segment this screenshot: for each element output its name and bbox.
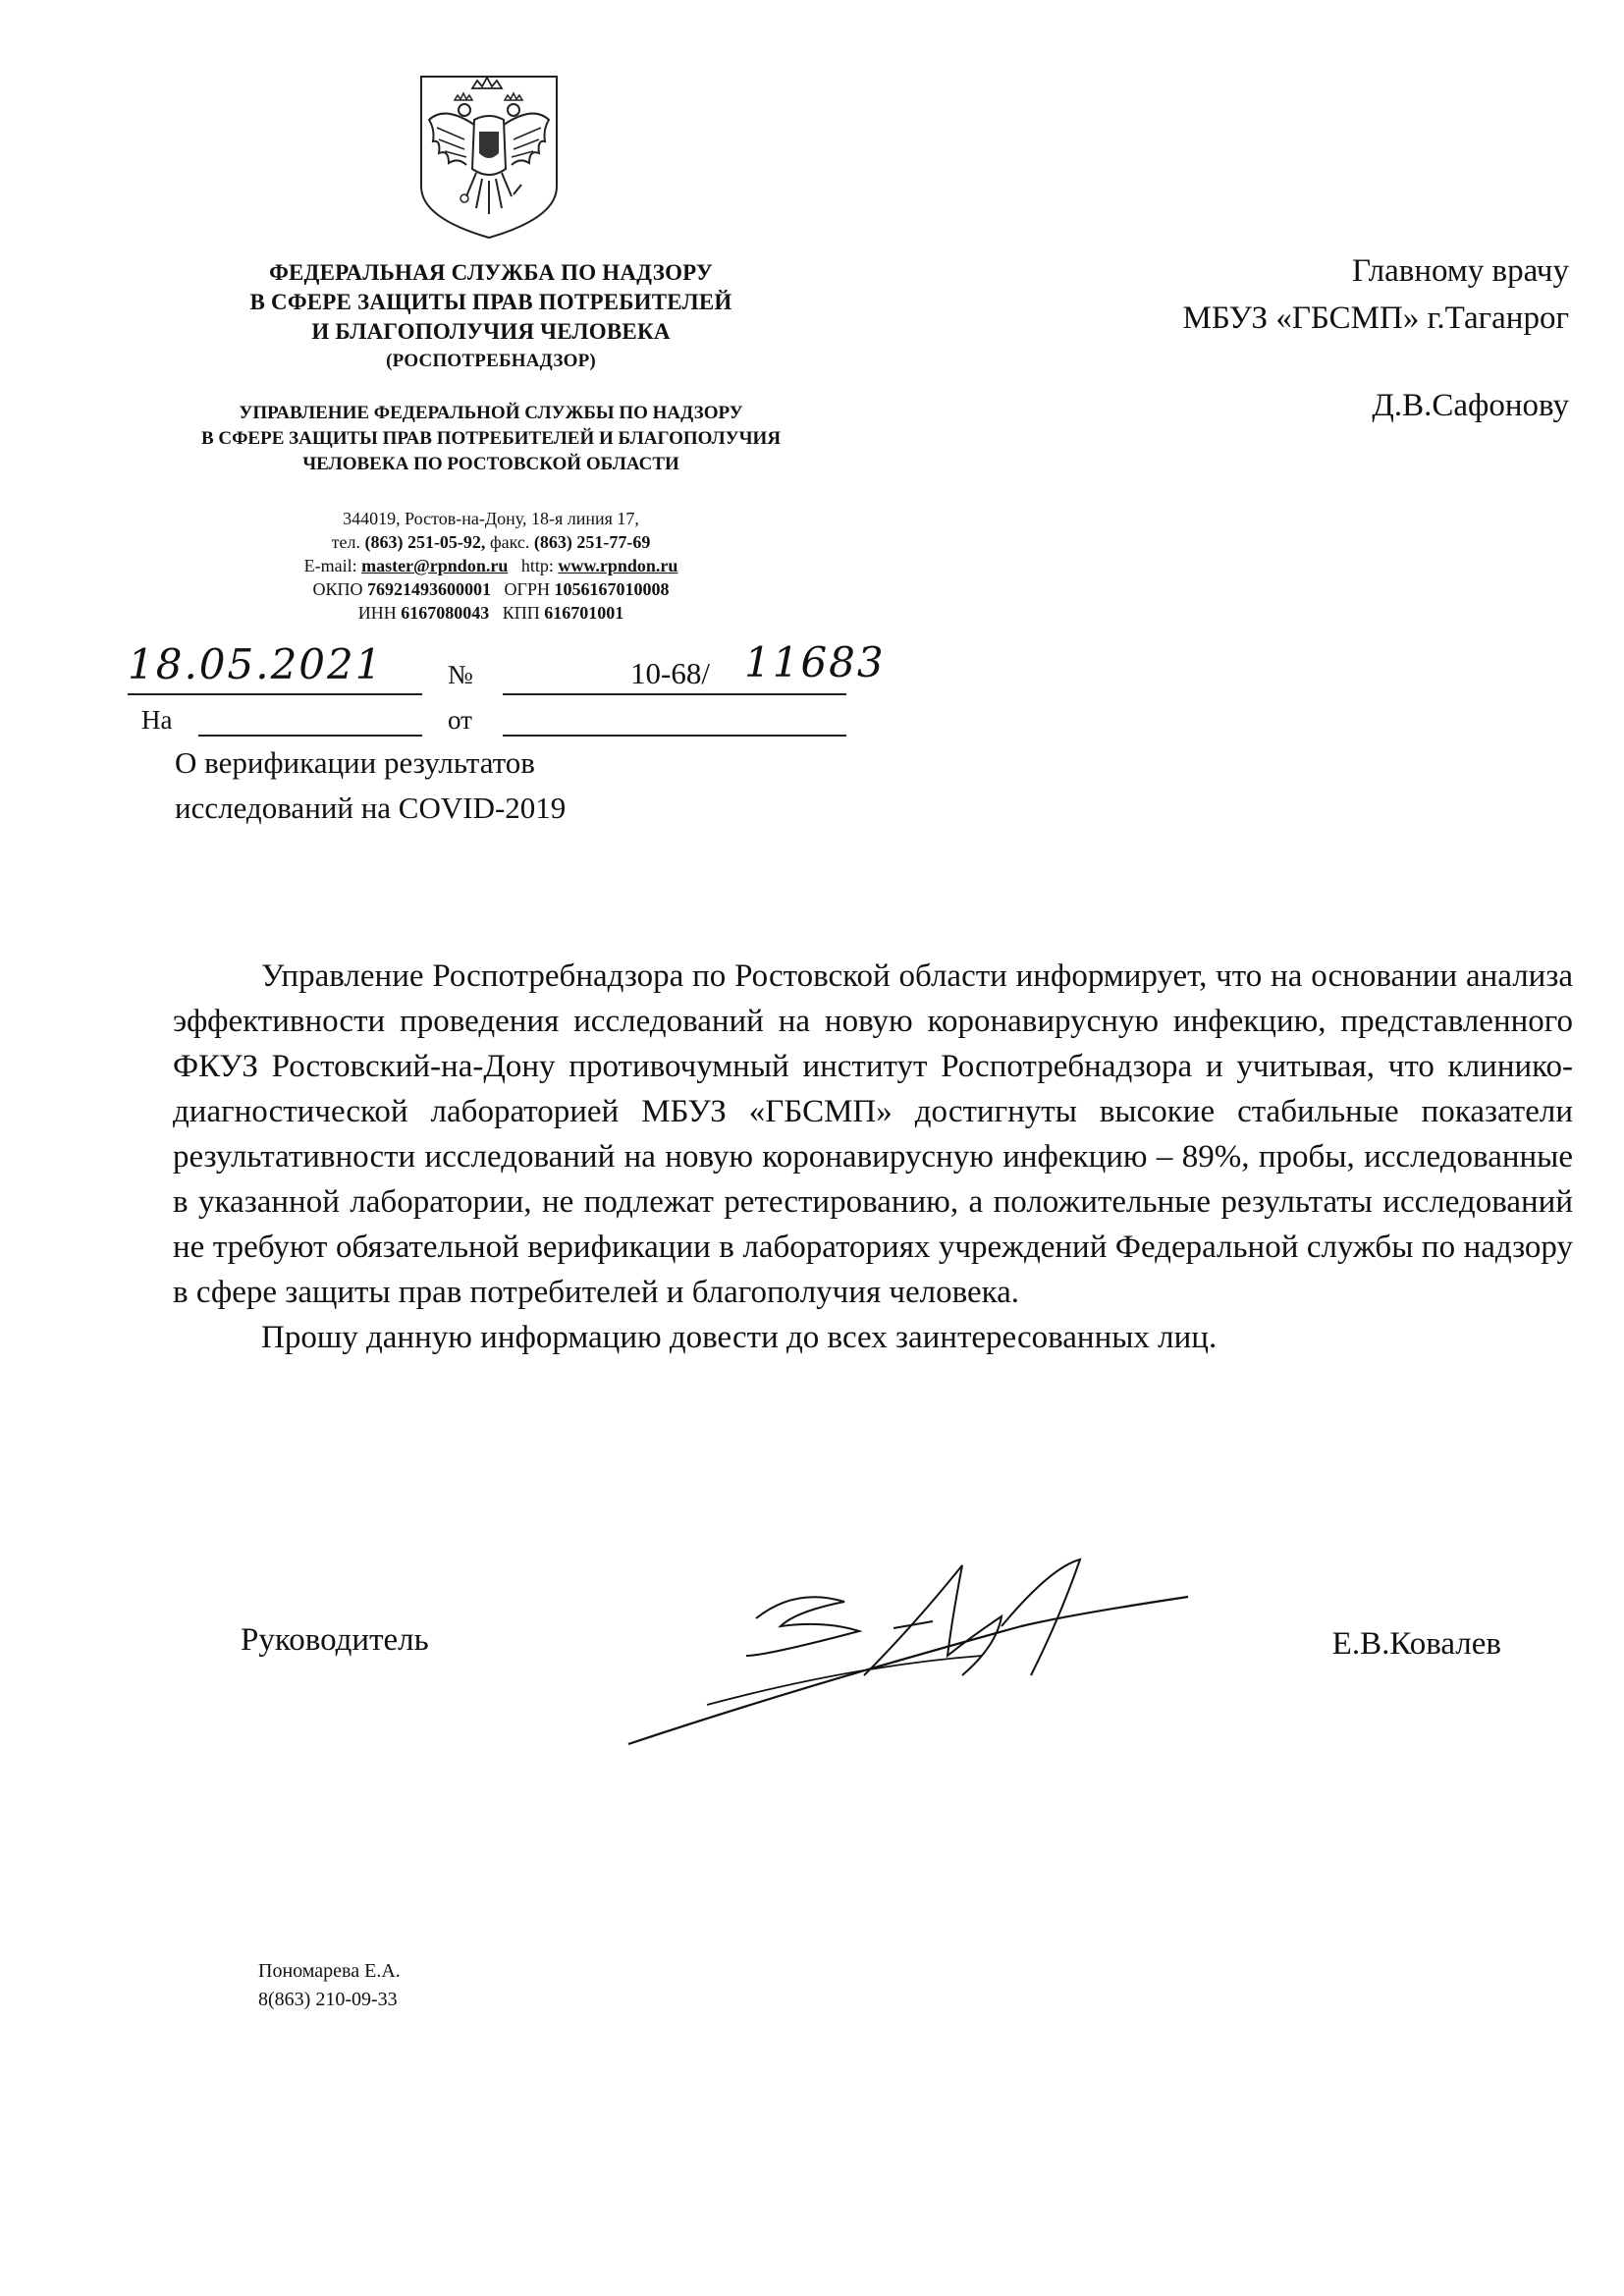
website-link[interactable]: www.rpndon.ru bbox=[558, 556, 678, 575]
addressee-position: Главному врачу bbox=[1352, 253, 1569, 289]
subject-line-1: О верификации результатов bbox=[175, 745, 535, 780]
handwritten-signature bbox=[609, 1558, 1218, 1764]
reference-underline bbox=[198, 735, 422, 737]
registration-number-prefix: 10-68/ bbox=[630, 656, 710, 690]
date-underline bbox=[128, 693, 422, 695]
agency-short-name: (РОСПОТРЕБНАДЗОР) bbox=[386, 351, 596, 371]
kpp-value: 616701001 bbox=[544, 603, 624, 623]
department-name-line-3: ЧЕЛОВЕКА ПО РОСТОВСКОЙ ОБЛАСТИ bbox=[302, 454, 679, 474]
phone-number: (863) 251-05-92, bbox=[364, 532, 486, 552]
subject-line-2: исследований на COVID-2019 bbox=[175, 791, 567, 825]
okpo-ogrn-line bbox=[118, 577, 864, 601]
body-paragraph-1: Управление Роспотребнадзора по Ростовской области информирует, что на основании анализа эффективности проведения исследований на новую коронавирусную инфекцию, представленного ФКУЗ Ростовский-на-Дону противочумный институт Роспотребнадзора и учитывая, что клинико-диагностической лабораторией МБУЗ «ГБСМП» достигнуты высокие стабильные показатели результативности исследований на новую коронавирусную инфекцию – 89%, пробы, исследованные в указанной лаборатории, не подлежат ретестированию, а положительные результаты исследований не требуют обязательной верификации в лабораториях учреждений Федеральной службы по надзору в сфере защиты прав потребителей и благополучия человека. bbox=[173, 958, 1573, 1310]
signatory-name: Е.В.Ковалев bbox=[1331, 1626, 1501, 1662]
okpo-value: 76921493600001 bbox=[367, 579, 492, 599]
reference-from-label: от bbox=[448, 705, 472, 735]
agency-letterhead bbox=[118, 258, 864, 376]
fax-label: факс. bbox=[489, 532, 530, 552]
inn-kpp-line bbox=[118, 601, 864, 625]
department-letterhead bbox=[118, 401, 864, 477]
agency-name-line-3: И БЛАГОПОЛУЧИЯ ЧЕЛОВЕКА bbox=[311, 319, 671, 344]
ogrn-value: 1056167010008 bbox=[554, 579, 670, 599]
inn-value: 6167080043 bbox=[401, 603, 490, 623]
number-sign: № bbox=[448, 660, 473, 689]
addressee-organization: МБУЗ «ГБСМП» г.Таганрог bbox=[1182, 301, 1569, 336]
signatory-title: Руководитель bbox=[241, 1622, 429, 1658]
phone-fax-line bbox=[118, 530, 864, 554]
letter-subject bbox=[175, 740, 566, 831]
executor-phone: 8(863) 210-09-33 bbox=[258, 1989, 398, 2010]
reference-label: На bbox=[141, 705, 173, 735]
department-name-line-2: В СФЕРЕ ЗАЩИТЫ ПРАВ ПОТРЕБИТЕЛЕЙ И БЛАГОПОЛУЧИЯ bbox=[200, 428, 782, 449]
addressee-block bbox=[1019, 247, 1569, 429]
number-underline bbox=[503, 693, 846, 695]
reference-date-underline bbox=[503, 735, 846, 737]
addressee-name: Д.В.Сафонову bbox=[1372, 388, 1569, 423]
body-paragraph-2: Прошу данную информацию довести до всех заинтересованных лиц. bbox=[261, 1320, 1218, 1355]
executor-name: Пономарева Е.А. bbox=[258, 1960, 401, 1982]
contact-details bbox=[118, 507, 864, 625]
kpp-label: КПП bbox=[502, 603, 540, 623]
web-label: http: bbox=[520, 556, 554, 575]
ogrn-label: ОГРН bbox=[504, 579, 550, 599]
email-link[interactable]: master@rpndon.ru bbox=[361, 556, 509, 575]
coat-of-arms-emblem bbox=[415, 71, 563, 243]
address: 344019, Ростов-на-Дону, 18-я линия 17, bbox=[343, 509, 639, 528]
agency-name-line-1: ФЕДЕРАЛЬНАЯ СЛУЖБА ПО НАДЗОРУ bbox=[269, 260, 713, 285]
phone-label: тел. bbox=[331, 532, 360, 552]
inn-label: ИНН bbox=[357, 603, 397, 623]
letter-body bbox=[173, 954, 1573, 1360]
okpo-label: ОКПО bbox=[312, 579, 363, 599]
registration-date: 18.05.2021 bbox=[128, 640, 384, 688]
registration-number-handwritten: 11683 bbox=[744, 638, 886, 686]
email-label: E-mail: bbox=[303, 556, 357, 575]
executor-info bbox=[258, 1957, 401, 2014]
fax-number: (863) 251-77-69 bbox=[533, 532, 651, 552]
department-name-line-1: УПРАВЛЕНИЕ ФЕДЕРАЛЬНОЙ СЛУЖБЫ ПО НАДЗОРУ bbox=[239, 403, 743, 423]
agency-name-line-2: В СФЕРЕ ЗАЩИТЫ ПРАВ ПОТРЕБИТЕЛЕЙ bbox=[249, 290, 732, 314]
email-web-line bbox=[118, 554, 864, 577]
